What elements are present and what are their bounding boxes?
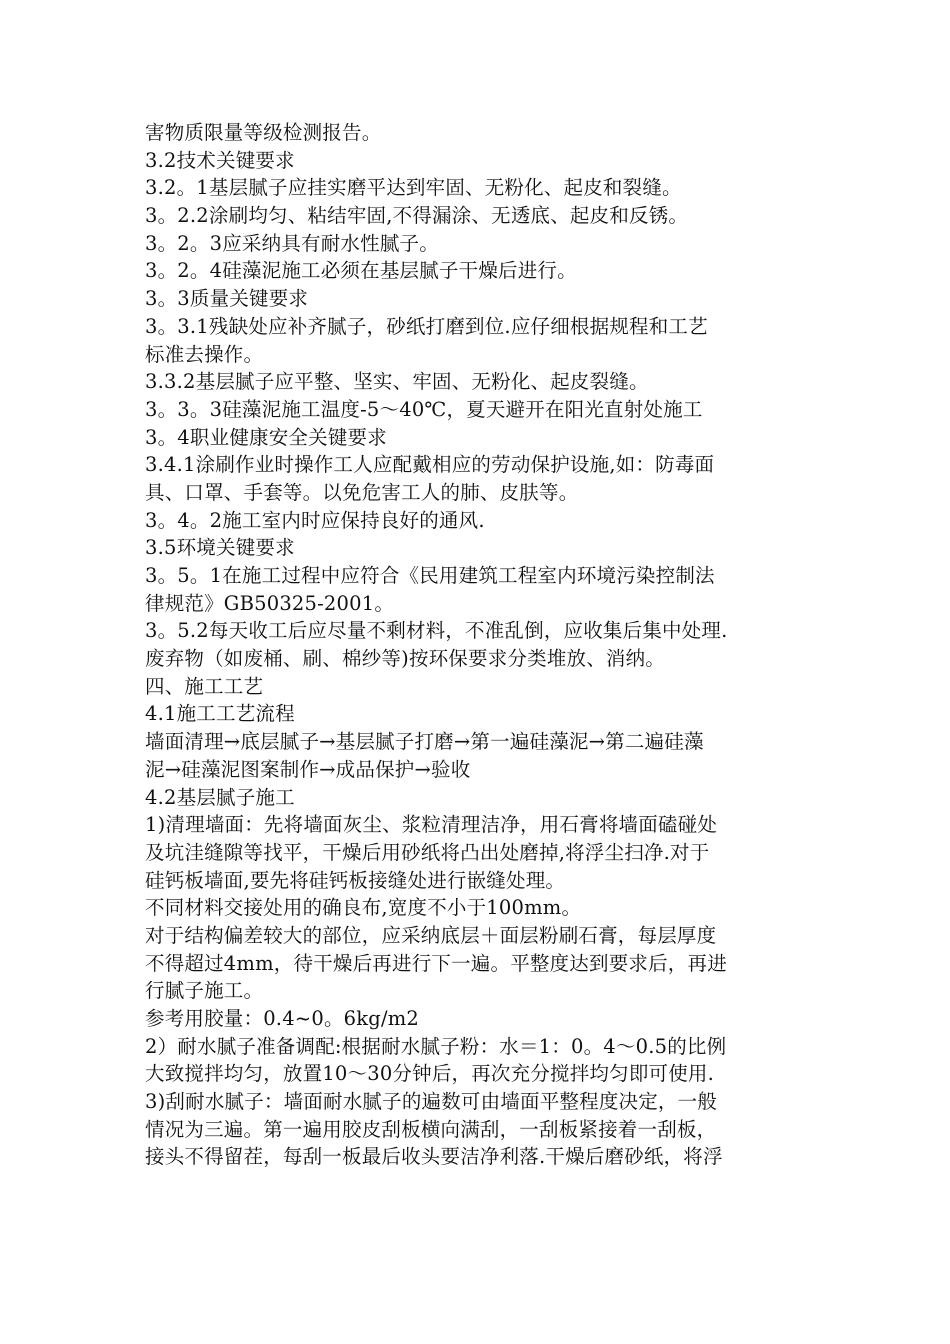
text-line: 1)清理墙面：先将墙面灰尘、浆粒清理洁净，用石膏将墙面磕碰处: [145, 813, 718, 837]
text-line: 2）耐水腻子准备调配:根据耐水腻子粉：水＝1：0。4～0.5的比例: [145, 1034, 727, 1058]
text-line: 泥→硅藻泥图案制作→成品保护→验收: [145, 757, 471, 781]
text-line: 参考用胶量：0.4~0。6kg/m2: [145, 1007, 420, 1030]
text-line: 害物质限量等级检测报告。: [145, 121, 382, 144]
text-line: 3。3.1残缺处应补齐腻子，砂纸打磨到位.应仔细根据规程和工艺: [145, 314, 708, 338]
text-line: 对于结构偏差较大的部位，应采纳底层＋面层粉刷石膏，每层厚度: [145, 923, 717, 947]
text-line: 情况为三遍。第一遍用胶皮刮板横向满刮，一刮板紧接着一刮板，: [145, 1117, 717, 1141]
text-line: 3。5.2每天收工后应尽量不剩材料，不准乱倒，应收集后集中处理.: [145, 619, 728, 643]
text-line: 及坑洼缝隙等找平，干燥后用砂纸将凸出处磨掉,将浮尘扫净.对于: [145, 840, 710, 864]
text-line: 律规范》GB50325-2001。: [145, 591, 395, 615]
section-heading: 3。3质量关键要求: [145, 287, 309, 311]
section-heading: 3.5环境关键要求: [145, 536, 295, 560]
text-line: 不同材料交接处用的确良布,宽度不小于100mm。: [145, 896, 582, 920]
text-line: 3。4。2施工室内时应保持良好的通风.: [145, 508, 485, 532]
text-line: 不得超过4mm，待干燥后再进行下一遍。平整度达到要求后，再进: [145, 951, 727, 975]
text-line: 接头不得留茬，每刮一板最后收头要洁净利落.干燥后磨砂纸，将浮: [145, 1145, 723, 1169]
document-body: [145, 119, 810, 1171]
section-heading: 4.2基层腻子施工: [145, 785, 295, 809]
text-line: 3。2.2涂刷均匀、粘结牢固,不得漏涂、无透底、起皮和反锈。: [145, 204, 689, 228]
text-line: 3。5。1在施工过程中应符合《民用建筑工程室内环境污染控制法: [145, 564, 715, 587]
text-line: 3。2。4硅藻泥施工必须在基层腻子干燥后进行。: [145, 259, 577, 283]
text-line: 3。2。3应采纳具有耐水性腻子。: [145, 231, 439, 255]
section-heading: 3。4职业健康安全关键要求: [145, 425, 387, 449]
text-line: 行腻子施工。: [145, 979, 264, 1003]
chapter-heading: 四、施工工艺: [145, 674, 264, 698]
text-line: 具、口罩、手套等。以免危害工人的肺、皮肤等。: [145, 480, 579, 504]
text-line: 墙面清理→底层腻子→基层腻子打磨→第一遍硅藻泥→第二遍硅藻: [145, 730, 704, 754]
text-line: 3.3.2基层腻子应平整、坚实、牢固、无粉化、起皮裂缝。: [145, 370, 649, 394]
text-line: 大致搅拌均匀，放置10～30分钟后，再次充分搅拌均匀即可使用.: [145, 1062, 715, 1086]
text-line: 废弃物（如废桶、刷、棉纱等)按环保要求分类堆放、消纳。: [145, 647, 666, 671]
text-line: 标准去操作。: [145, 342, 264, 366]
text-line: 3.2。1基层腻子应挂实磨平达到牢固、无粉化、起皮和裂缝。: [145, 176, 682, 200]
text-line: 3)刮耐水腻子：墙面耐水腻子的遍数可由墙面平整程度决定，一般: [145, 1090, 718, 1114]
text-line: 3。3。3硅藻泥施工温度-5～40℃，夏天避开在阳光直射处施工: [145, 397, 703, 421]
section-heading: 4.1施工工艺流程: [145, 702, 295, 726]
section-heading: 3.2技术关键要求: [145, 148, 295, 172]
text-line: 3.4.1涂刷作业时操作工人应配戴相应的劳动保护设施,如：防毒面: [145, 453, 715, 477]
text-line: 硅钙板墙面,要先将硅钙板接缝处进行嵌缝处理。: [145, 868, 566, 892]
